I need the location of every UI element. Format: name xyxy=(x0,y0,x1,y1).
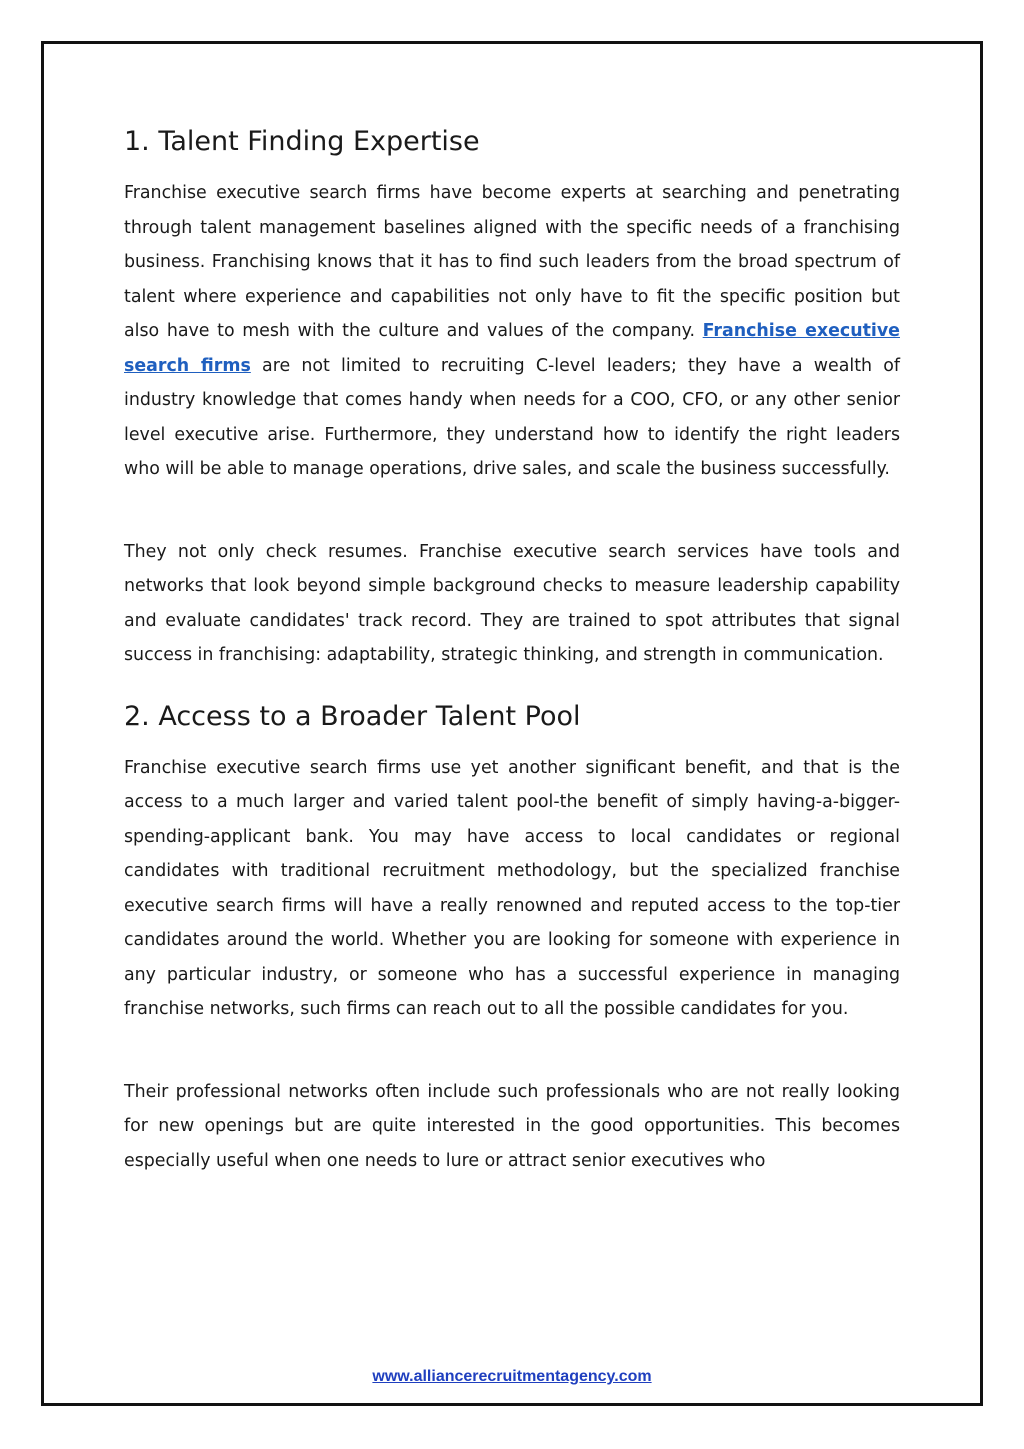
paragraph-talent-finding-2: They not only check resumes. Franchise executive search services have tools and networks that look beyond simple background checks to measure leadership capability and evaluate candidates' track record. They are trained to spot attributes that signal success in franchising: adaptability, strategic thinking, and strength in communication. xyxy=(124,541,900,665)
paragraph-text: are not limited to recruiting C-level leaders; they have a wealth of industry knowledge that comes handy when needs for a COO, CFO, or any other senior level executive arise. Furthermore, they understand how to identify the right leaders who will be able to manage operations, drive sales, and scale the business successfully. xyxy=(124,355,901,479)
paragraph-text: Franchise executive search firms have become experts at searching and penetrating through talent management baselines aligned with the specific needs of a franchising business. Franchising knows that it has to find such leaders from the broad spectrum of talent where experience and capabilities not only have to fit the specific position but also have to mesh with the culture and values of the company. xyxy=(124,183,900,341)
paragraph-broader-talent-pool-1: Franchise executive search firms use yet another significant benefit, and that is the access to a much larger and varied talent pool-the benefit of simply having-a-bigger-spending-applicant bank. You may have access to local candidates or regional candidates with traditional recruitment methodology, but the specialized franchise executive search firms will have a really renowned and reputed access to the top-tier candidates around the world. Whether you are looking for someone with experience in any particular industry, or someone who has a successful experience in managing franchise networks, such firms can reach out to all the possible candidates for you. xyxy=(124,757,900,1019)
section-heading-broader-talent-pool: 2. Access to a Broader Talent Pool xyxy=(124,700,581,732)
page-footer xyxy=(0,1366,1024,1386)
footer-website-link[interactable]: www.alliancerecruitmentagency.com xyxy=(372,1368,652,1385)
document-body xyxy=(124,118,900,1178)
paragraph-broader-talent-pool-2: Their professional networks often include such professionals who are not really looking for new openings but are quite interested in the good opportunities. This becomes especially useful when one needs to lure or attract senior executives who xyxy=(124,1081,900,1171)
franchise-executive-search-firms-link[interactable]: Franchise executive search firms xyxy=(124,321,900,376)
paragraph-talent-finding-1 xyxy=(124,176,900,487)
section-heading-talent-finding: 1. Talent Finding Expertise xyxy=(124,126,480,157)
